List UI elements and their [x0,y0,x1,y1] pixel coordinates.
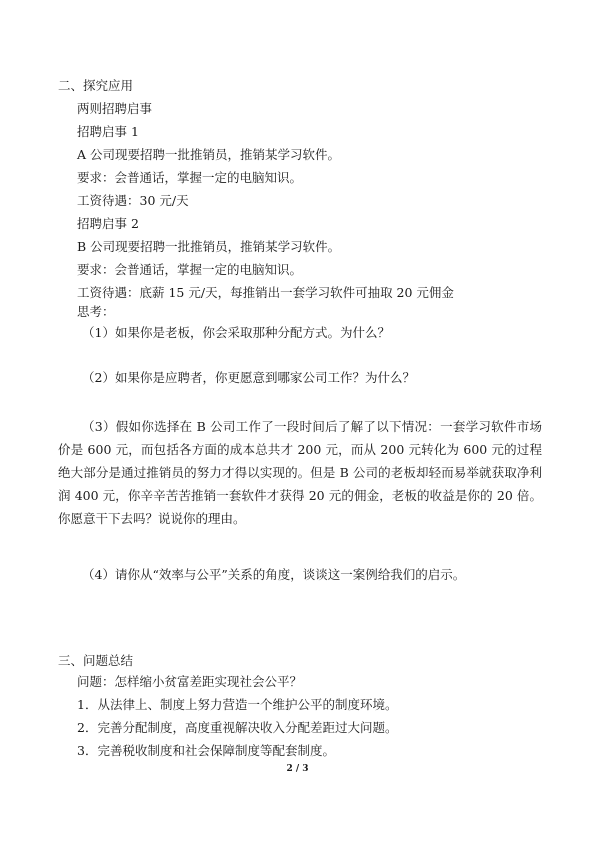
ad1-pay: 工资待遇：30 元/天 [77,193,189,208]
ads-subtitle: 两则招聘启事 [77,101,153,116]
ad1-title: 招聘启事 1 [77,124,139,139]
summary-question: 问题：怎样缩小贫富差距实现社会公平？ [77,674,303,689]
question-1: （1）如果你是老板，你会采取那种分配方式。为什么？ [82,325,390,340]
ad2-pay: 工资待遇：底薪 15 元/天，每推销出一套学习软件可抽取 20 元佣金 [77,285,454,300]
ad2-description: B 公司现要招聘一批推销员，推销某学习软件。 [77,239,341,254]
section2-heading: 二、探究应用 [58,78,134,93]
summary-item-1: 1．从法律上、制度上努力营造一个维护公平的制度环境。 [77,697,398,712]
summary-item-2: 2．完善分配制度，高度重视解决收入分配差距过大问题。 [77,720,398,735]
summary-item-3: 3．完善税收制度和社会保障制度等配套制度。 [77,743,335,758]
ad2-title: 招聘启事 2 [77,216,139,231]
ad2-requirements: 要求：会普通话，掌握一定的电脑知识。 [77,262,303,277]
ad1-description: A 公司现要招聘一批推销员，推销某学习软件。 [77,147,341,162]
question-3: （3）假如你选择在 B 公司工作了一段时间后了解了以下情况：一套学习软件市场价是 600 元，而包括各方面的成本总共才 200 元，而从 200 元转化为 600 元的过程绝大部分是通过推销员的努力才得以实现的。但是 B 公司的老板却轻而易举就获取净利润 400 元，你辛辛苦苦推销一套软件才获得 20 元的佣金，老板的收益是你的 20 倍。你愿意干下去吗？说说你的理由。 [58,419,542,526]
ad1-requirements: 要求：会普通话，掌握一定的电脑知识。 [77,170,303,185]
page-number: 2 / 3 [286,764,309,774]
think-label: 思考： [77,304,115,319]
question-2: （2）如果你是应聘者，你更愿意到哪家公司工作？为什么？ [82,370,415,385]
section3-heading: 三、问题总结 [58,653,134,668]
question-4: （4）请你从“效率与公平”关系的角度，谈谈这一案例给我们的启示。 [82,567,466,582]
